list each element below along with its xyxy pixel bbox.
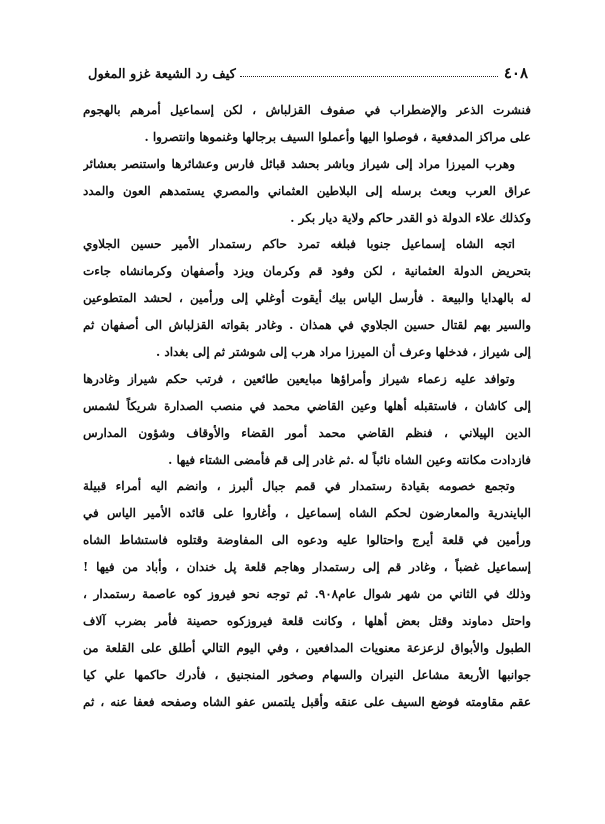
text-line: وذلك في الثاني من شهر شوال عام٩٠٨. ثم توجه نحو فيروز كوه عاصمة رستمدار ،	[83, 587, 531, 602]
paragraph	[83, 97, 531, 151]
text-line: ورأمين في قلعة أيرج واحتالوا عليه ودعوه الى المفاوضة وقتلوه فاستشاط الشاه	[83, 533, 531, 548]
paragraph	[83, 473, 531, 715]
text-line: فنشرت الذعر والإضطراب في صفوف القزلباش ، لكن إسماعيل أمرهم بالهجوم	[83, 103, 531, 117]
body-text	[83, 97, 531, 715]
text-line: البايندرية والمعارضون لحكم الشاه إسماعيل ، وأغاروا على قائده الأمير الياس في	[83, 506, 531, 521]
text-line: له بالهدايا والبيعة . فأرسل الياس بيك أيقوت أوغلي إلى ورأمين ، لحشد المتطوعين	[83, 291, 531, 306]
text-line: عراق العرب وبعث برسله إلى البلاطين العثماني والمصري يستمدهم العون والمدد	[83, 183, 531, 198]
header-dotted-leader	[240, 75, 498, 77]
text-line: فازدادت مكانته وعين الشاه نائباً له .ثم غادر إلى قم فأمضى الشتاء فيها .	[168, 452, 531, 467]
text-line: وكذلك علاء الدولة ذو القدر حاكم ولاية ديار بكر .	[290, 210, 531, 225]
text-line: واحتل دماوند وقتل بعض أهلها ، وكانت قلعة فيروزكوه حصينة فأمر بضرب آلاف	[83, 613, 531, 628]
text-line: جوانبها الأربعة مشاعل النيران والسهام وصخور المنجنيق ، فأدرك حاكمها علي كيا	[83, 667, 531, 682]
paragraph	[83, 151, 531, 232]
text-line: إلى شيراز ، فدخلها وعرف أن الميرزا مراد هرب إلى شوشتر ثم إلى بغداد .	[156, 345, 531, 360]
text-line: وتوافد عليه زعماء شيراز وأمراؤها مبايعين طائعين ، فرتب حكم شيراز وغادرها	[83, 371, 515, 386]
running-title: كيف رد الشيعة غزو المغول	[88, 67, 236, 82]
text-line: اتجه الشاه إسماعيل جنوبا فبلغه تمرد حاكم رستمدار الأمير حسين الجلاوي	[83, 237, 515, 252]
text-line: إلى كاشان ، فاستقبله أهلها وعين القاضي محمد في منصب الصدارة شريكاً لشمس	[83, 398, 531, 413]
paragraph	[83, 366, 531, 474]
page-number: ٤٠٨	[503, 64, 528, 82]
text-line: والسير بهم لقتال حسين الجلاوي في همذان . وغادر بقواته القزلباش الى أصفهان ثم	[83, 318, 531, 333]
text-line: إسماعيل غضباً ، وغادر قم إلى رستمدار وهاجم قلعة پل خندان ، وأباد من فيها !	[83, 560, 531, 575]
text-line: بتحريض الدولة العثمانية ، لكن وفود قم وكرمان ويزد وأصفهان وكرمانشاه جاءت	[83, 264, 531, 279]
page-header	[88, 60, 528, 82]
text-line: على مراكز المدفعية ، فوصلوا اليها وأعملوا السيف برجالها وغنموها وانتصروا .	[144, 129, 531, 144]
text-line: الدين الپيلاني ، فنظم القاضي محمد أمور القضاء والأوقاف وشؤون المدارس	[83, 425, 531, 440]
paragraph	[83, 231, 531, 365]
text-line: عقم مقاومته فوضع السيف على عنقه وأقبل يلتمس عفو الشاه وصفحه فعفا عنه ، ثم	[83, 694, 531, 709]
text-line: وتجمع خصومه بقيادة رستمدار في قمم جبال ألبرز ، وانضم اليه أمراء قبيلة	[83, 479, 515, 494]
text-line: وهرب الميرزا مراد إلى شيراز وباشر بحشد قبائل فارس وعشائرها واستنصر بعشائر	[83, 156, 515, 171]
text-line: الطبول والأبواق لزعزعة معنويات المدافعين ، وفي اليوم التالي أطلق على القلعة من	[83, 640, 531, 655]
